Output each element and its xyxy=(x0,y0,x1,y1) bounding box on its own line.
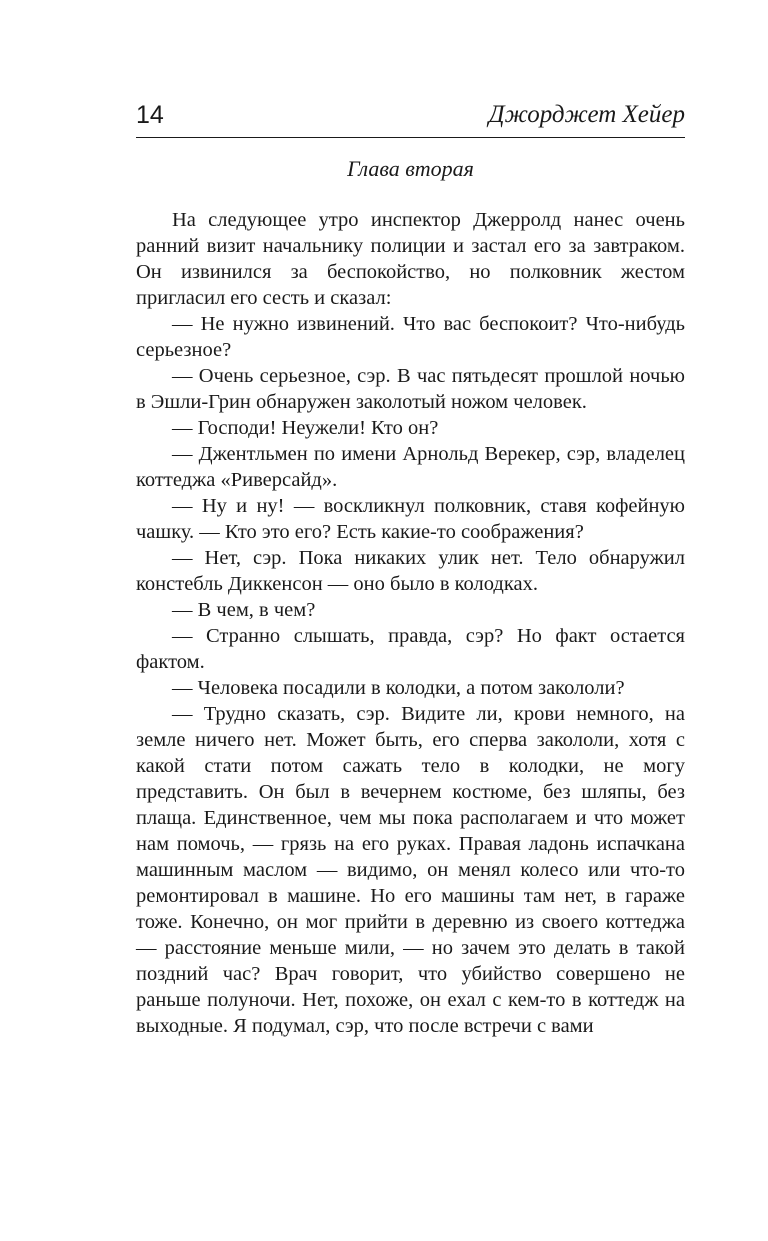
paragraph: — Господи! Неужели! Кто он? xyxy=(172,417,439,439)
body-text xyxy=(136,207,685,1039)
paragraph: — В чем, в чем? xyxy=(172,599,316,621)
author-name: Джорджет Хейер xyxy=(488,101,685,128)
paragraph: На следующее утро инспектор Джерролд нанес очень ранний визит начальнику полиции и застал его за завтраком. Он извинился за беспокойство, но полковник жестом пригласил его сесть и сказал: xyxy=(136,209,685,309)
paragraph: — Трудно сказать, сэр. Видите ли, крови немного, на земле ничего нет. Может быть, его сперва закололи, хотя с какой стати потом сажать тело в колодки, не могу представить. Он был в вечернем костюме, без шляпы, без плаща. Единственное, чем мы пока располагаем и что может нам помочь, — грязь на его руках. Правая ладонь испачкана машинным маслом — видимо, он менял колесо или что-то ремонтировал в машине. Но его машины там нет, в гараже тоже. Конечно, он мог прийти в деревню из своего коттеджа — расстояние меньше мили, — но зачем это делать в такой поздний час? Врач говорит, что убийство совершено не раньше полуночи. Нет, похоже, он ехал с кем-то в коттедж на выходные. Я подумал, сэр, что после встречи с вами xyxy=(136,703,685,1037)
paragraph: — Человека посадили в колодки, а потом закололи? xyxy=(172,677,625,699)
page-number: 14 xyxy=(136,101,164,129)
paragraph: — Странно слышать, правда, сэр? Но факт остается фактом. xyxy=(136,625,685,673)
paragraph: — Ну и ну! — воскликнул полковник, ставя кофейную чашку. — Кто это его? Есть какие-то соображения? xyxy=(136,495,685,543)
running-header xyxy=(136,97,685,138)
paragraph: — Не нужно извинений. Что вас беспокоит? Что-нибудь серьезное? xyxy=(136,313,685,361)
paragraph: — Очень серьезное, сэр. В час пятьдесят прошлой ночью в Эшли-Грин обнаружен заколотый ножом человек. xyxy=(136,365,685,413)
paragraph: — Нет, сэр. Пока никаких улик нет. Тело обнаружил констебль Диккенсон — оно было в колодках. xyxy=(136,547,685,595)
chapter-title: Глава вторая xyxy=(347,156,474,181)
paragraph: — Джентльмен по имени Арнольд Верекер, сэр, владелец коттеджа «Риверсайд». xyxy=(136,443,685,491)
